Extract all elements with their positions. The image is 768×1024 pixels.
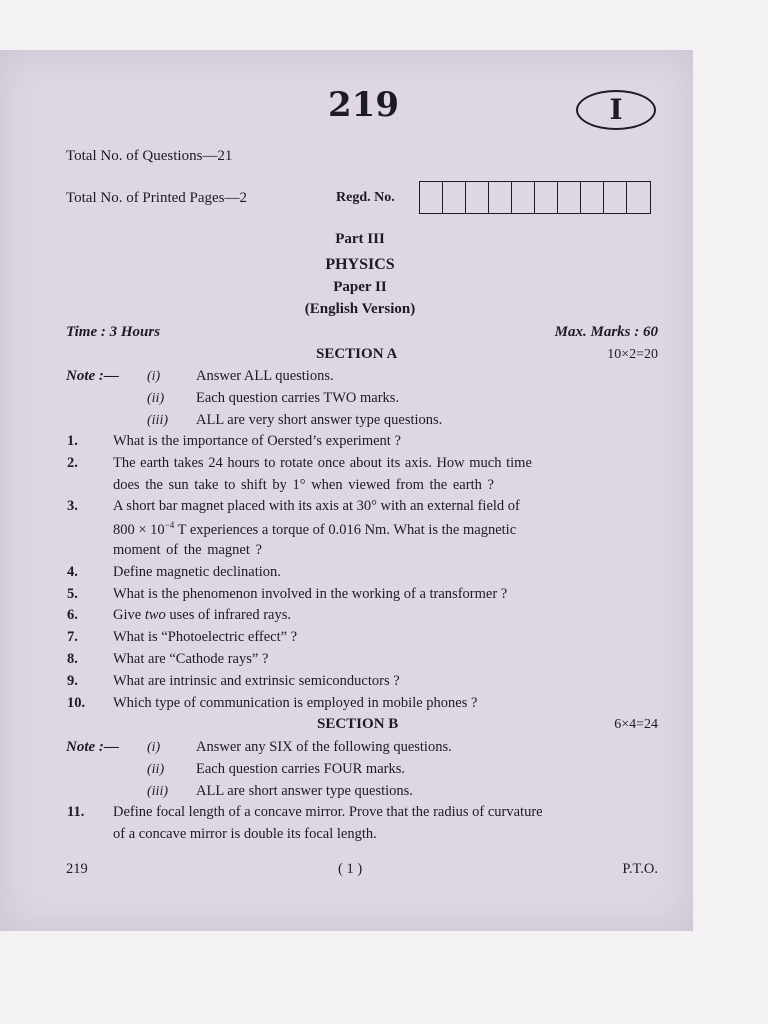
question-number: 5. — [67, 586, 78, 602]
total-pages: Total No. of Printed Pages—2 — [66, 190, 248, 206]
question-text-line: Give two uses of infrared rays. — [113, 607, 291, 623]
page-number: ( 1 ) — [338, 861, 363, 877]
question-number: 4. — [67, 564, 78, 580]
question-text: moment of the magnet ? — [113, 542, 262, 558]
paper-label: Paper II — [333, 279, 387, 295]
question-text: What are intrinsic and extrinsic semiconductors ? — [113, 673, 400, 689]
note-text: ALL are short answer type questions. — [196, 783, 413, 799]
note-numeral: (iii) — [147, 784, 168, 799]
question-number: 8. — [67, 651, 78, 667]
question-number: 9. — [67, 673, 78, 689]
question-number: 2. — [67, 455, 78, 471]
note-text: Answer ALL questions. — [196, 368, 334, 384]
note-numeral: (i) — [147, 740, 161, 755]
pto-label: P.T.O. — [622, 861, 658, 877]
section-a-marks: 10×2=20 — [607, 347, 658, 362]
note-numeral: (ii) — [147, 391, 165, 406]
note-numeral: (ii) — [147, 762, 165, 777]
section-a-note-label: Note :— — [66, 368, 119, 384]
question-number: 11. — [67, 804, 85, 820]
section-a-heading: SECTION A — [316, 346, 398, 362]
footer-code: 219 — [66, 861, 88, 877]
question-text: Define focal length of a concave mirror. Prove that the radius of curvature — [113, 804, 543, 820]
question-text-line: $800 \times 10^{-4}$ T experiences a torque of 0.016 Nm. What is the magnetic — [113, 520, 517, 538]
regd-number-boxes — [419, 181, 651, 214]
part-label: Part III — [335, 231, 385, 247]
note-numeral: (iii) — [147, 413, 168, 428]
section-b-note-label: Note :— — [66, 739, 119, 755]
question-number: 10. — [67, 695, 86, 711]
note-numeral: (i) — [147, 369, 161, 384]
note-text: Each question carries TWO marks. — [196, 390, 400, 406]
note-text: ALL are very short answer type questions. — [196, 412, 443, 428]
subject-title: PHYSICS — [325, 256, 395, 273]
note-text: Answer any SIX of the following questions. — [196, 739, 452, 755]
time-label: Time : 3 Hours — [66, 324, 161, 340]
question-text: does the sun take to shift by 1° when viewed from the earth ? — [113, 477, 494, 493]
question-text: What is the importance of Oersted’s experiment ? — [113, 433, 401, 449]
question-number: 7. — [67, 629, 78, 645]
question-number: 6. — [67, 607, 78, 623]
question-number: 3. — [67, 498, 78, 514]
question-text: of a concave mirror is double its focal length. — [113, 826, 377, 842]
max-marks-label: Max. Marks : 60 — [554, 324, 658, 340]
paper-code: 219 — [328, 85, 399, 125]
note-text: Each question carries FOUR marks. — [196, 761, 405, 777]
total-questions: Total No. of Questions—21 — [66, 148, 233, 164]
version-label: (English Version) — [304, 301, 416, 317]
question-text: The earth takes 24 hours to rotate once about its axis. How much time — [113, 455, 532, 471]
section-b-marks: 6×4=24 — [614, 717, 658, 732]
question-text: What is “Photoelectric effect” ? — [113, 629, 298, 645]
section-b-heading: SECTION B — [317, 716, 399, 732]
question-text: A short bar magnet placed with its axis at 30° with an external field of — [113, 498, 520, 514]
question-text: Which type of communication is employed in mobile phones ? — [113, 695, 478, 711]
set-code-badge: I — [576, 90, 656, 130]
question-text: What is the phenomenon involved in the working of a transformer ? — [113, 586, 508, 602]
question-number: 1. — [67, 433, 78, 449]
question-text: Define magnetic declination. — [113, 564, 281, 580]
question-text: What are “Cathode rays” ? — [113, 651, 269, 667]
regd-label: Regd. No. — [336, 190, 395, 205]
